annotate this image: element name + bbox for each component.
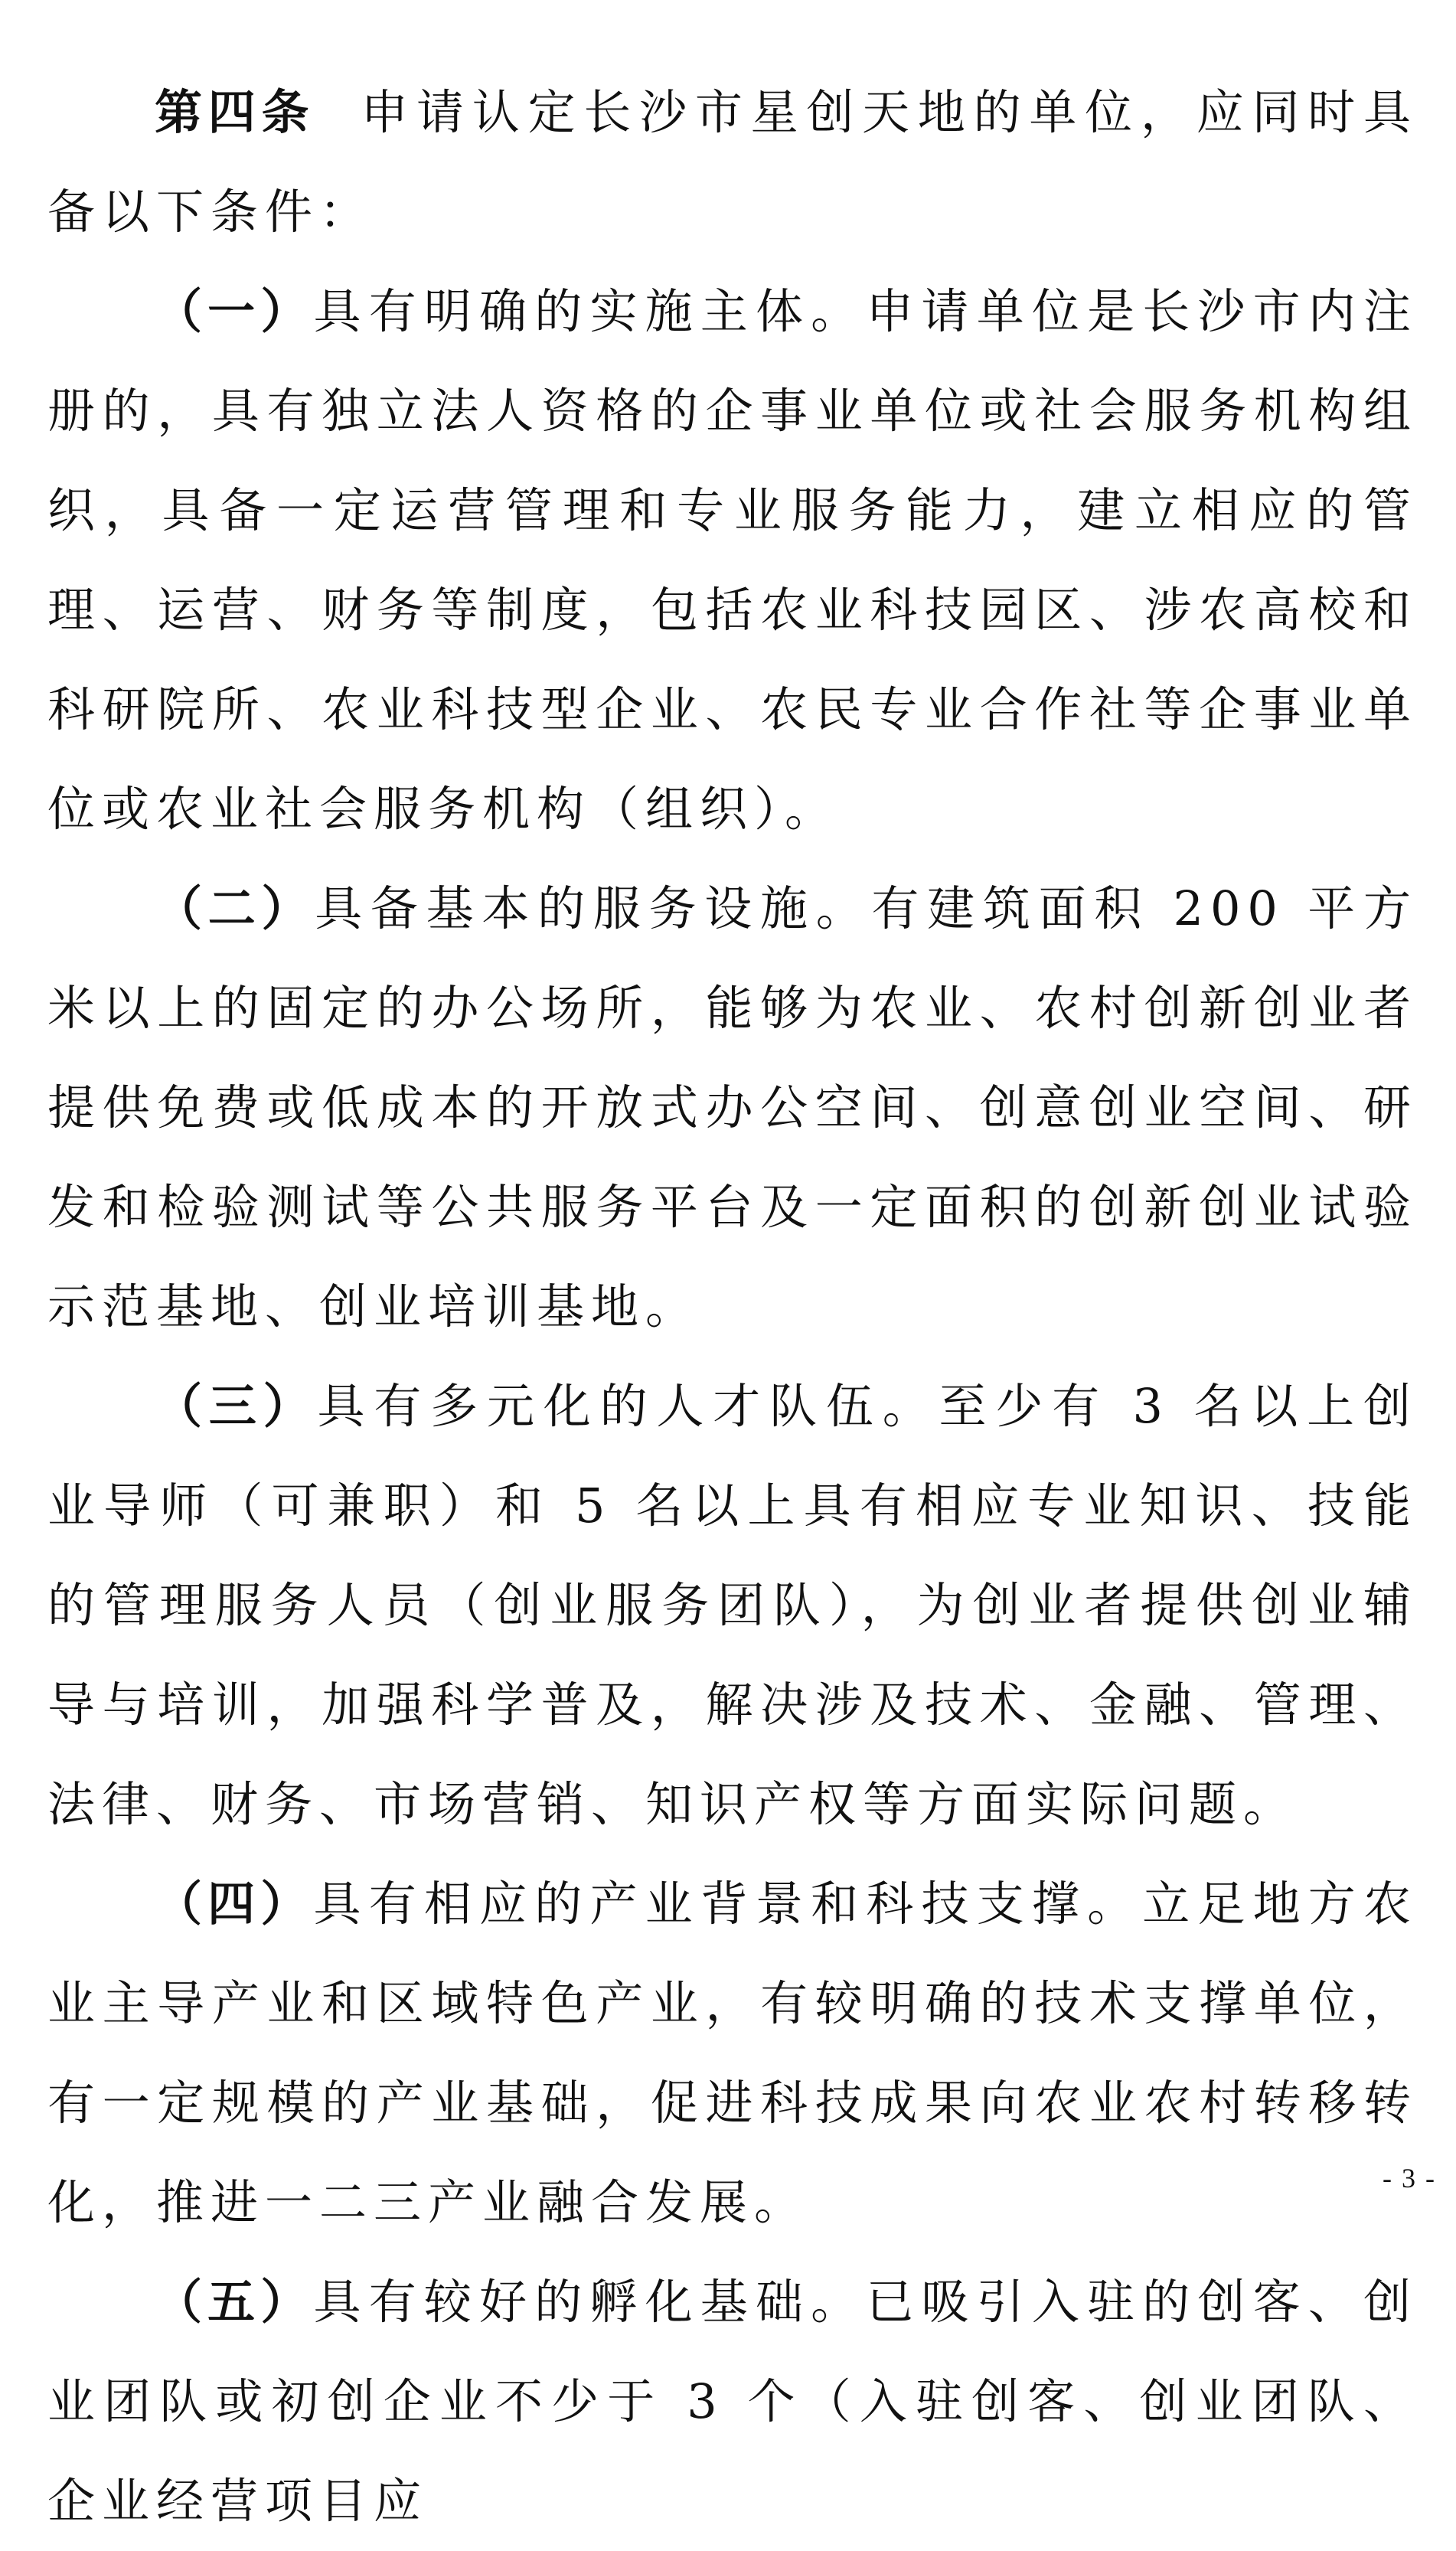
condition-4-paragraph: [47, 1854, 1418, 2252]
page-number: - 3 -: [1383, 2163, 1436, 2193]
article-4-paragraph: [47, 63, 1418, 262]
condition-3-paragraph: [47, 1357, 1418, 1854]
paragraph-text: 具有明确的实施主体。申请单位是长沙市内注册的，具有独立法人资格的企事业单位或社会服务机构组织，具备一定运营管理和专业服务能力，建立相应的管理、运营、财务等制度，包括农业科技园区、涉农高校和科研院所、农业科技型企业、农民专业合作社等企事业单位或农业社会服务机构（组织）。: [47, 283, 1418, 837]
condition-1-paragraph: [47, 262, 1418, 859]
condition-number: （四）: [155, 1876, 314, 1932]
article-heading: 第四条: [155, 84, 315, 140]
condition-number: （五）: [155, 2274, 314, 2330]
condition-number: （三）: [155, 1378, 318, 1434]
paragraph-text: 具有较好的孵化基础。已吸引入驻的创客、创业团队或初创企业不少于 3 个（入驻创客、创业团队、企业经营项目应: [47, 2274, 1418, 2529]
document-body: [47, 63, 1418, 2551]
paragraph-text: 具有相应的产业背景和科技支撑。立足地方农业主导产业和区域特色产业，有较明确的技术支撑单位，有一定规模的产业基础，促进科技成果向农业农村转移转化，推进一二三产业融合发展。: [47, 1876, 1418, 2230]
paragraph-text: 具有多元化的人才队伍。至少有 3 名以上创业导师（可兼职）和 5 名以上具有相应专业知识、技能的管理服务人员（创业服务团队），为创业者提供创业辅导与培训，加强科学普及，解决涉及技术、金融、管理、法律、财务、市场营销、知识产权等方面实际问题。: [47, 1378, 1418, 1832]
condition-5-paragraph: [47, 2252, 1418, 2551]
condition-number: （二）: [155, 880, 315, 936]
paragraph-text: 申请认定长沙市星创天地的单位，应同时具备以下条件：: [47, 84, 1418, 240]
condition-number: （一）: [155, 283, 314, 339]
condition-2-paragraph: [47, 859, 1418, 1357]
paragraph-text: 具备基本的服务设施。有建筑面积 200 平方米以上的固定的办公场所，能够为农业、农村创新创业者提供免费或低成本的开放式办公空间、创意创业空间、研发和检验测试等公共服务平台及一定面积的创新创业试验示范基地、创业培训基地。: [47, 880, 1418, 1334]
